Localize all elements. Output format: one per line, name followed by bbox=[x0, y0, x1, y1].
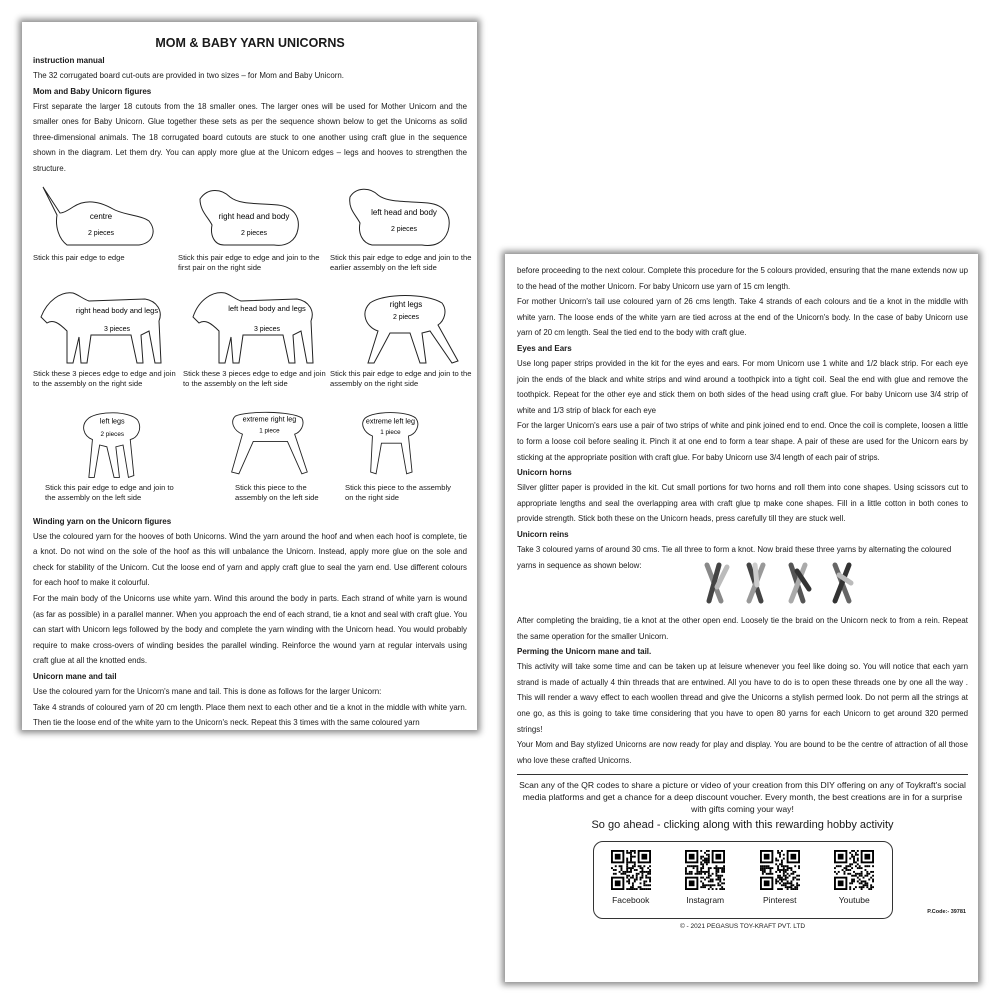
reins-heading: Unicorn reins bbox=[517, 529, 569, 539]
scan-text: Scan any of the QR codes to share a picture or video of your creation from this DIY offering on any of Toykraft's social media platforms and get a chance for a deep discount voucher. Every month, the best creations are in for a surprise with gifts coming your way! bbox=[519, 780, 966, 815]
piece-count: 2 pieces bbox=[392, 313, 420, 321]
intro-text: The 32 corrugated board cut-outs are provided in two sizes – for Mom and Baby Unicorn. bbox=[33, 71, 344, 80]
instruction-sheet-1 bbox=[22, 22, 477, 730]
footer bbox=[517, 909, 968, 931]
ears-text: For the larger Unicorn's ears use a pair of two strips of white and pink joined end to end. Once the coil is complete, loosen a little to form a loose coil before sealing it. Pinch it at one end to form a tear shape. A pair of these are used for the Unicorn ears by sticking at the appropriate position with craft glue. For baby Unicorn use 3/4 length of each pair of strips. bbox=[517, 421, 968, 462]
piece-caption: Stick this pair edge to edge and join to the first pair on the right side bbox=[178, 252, 320, 273]
cutout-left-head-body-legs bbox=[183, 287, 328, 390]
piece-name: centre bbox=[89, 211, 113, 221]
piece-name: extreme right leg bbox=[242, 414, 297, 424]
figures-heading: Mom and Baby Unicorn figures bbox=[33, 86, 152, 96]
winding-text-2: For the main body of the Unicorns use white yarn. Wind this around the body in parts. Each strand of white yarn is wound (as far as possible) in a parallel manner. When you approach the end of each strand, tie a knot and seal with craft glue. You can start with Unicorn legs followed by the body and complete the yarn winding with the Unicorn head. You would probably require to make cross-overs of winding besides the parallel winding. Reinforce the wound yarn at regular intervals using craft glue at all the knotted ends. bbox=[33, 593, 467, 666]
piece-name: left legs bbox=[99, 415, 125, 425]
piece-caption: Stick this piece to the assembly on the left side bbox=[235, 482, 319, 503]
perm-text: This activity will take some time and can be taken up at leisure whenever you feel like doing so. You will notice that each yarn strand is made of actually 4 thin threads that are entwined. All you have to do is to open these threads one by one all the way . This will render a wavy effect to each woollen thread and give the Unicorns a stylish permed look. Do not perm all the strings at one go, as this is going to take time considering that you have to open 80 yarns for each Unicorn to get around 320 permed strings! bbox=[517, 662, 968, 734]
cutout-left-legs bbox=[33, 409, 178, 504]
youtube-qr-code-icon[interactable] bbox=[834, 850, 874, 890]
manual-label: instruction manual bbox=[33, 56, 105, 65]
mane-heading: Unicorn mane and tail bbox=[33, 671, 117, 681]
qr-facebook[interactable] bbox=[601, 850, 661, 905]
braiding-steps-icon bbox=[699, 561, 869, 607]
piece-caption: Stick these 3 pieces edge to edge and join to the assembly on the left side bbox=[183, 368, 326, 389]
qr-instagram[interactable] bbox=[675, 850, 735, 905]
qr-code-panel bbox=[593, 841, 893, 919]
piece-count: 1 piece bbox=[380, 428, 401, 436]
left-legs-cutout-icon bbox=[33, 409, 178, 481]
qr-label: Facebook bbox=[612, 895, 650, 906]
horns-text: Silver glitter paper is provided in the kit. Cut small portions for two horns and roll them into cone shapes. Using scissors cut to appropriate lengths and seal the overlapping area with craft glue tp make cone shapes. Fill in a little cotton in both cones to provide strength. Stick both these on the Unicorn heads, press carefully till they are stuck well. bbox=[517, 483, 968, 524]
piece-count: 3 pieces bbox=[253, 325, 281, 333]
final-text: Your Mom and Bay stylized Unicorns are now ready for play and display. You are bound to be the centre of attraction of all those who love these crafted Unicorns. bbox=[517, 740, 968, 765]
piece-name: extreme left leg bbox=[365, 415, 416, 425]
extreme-right-leg-cutout-icon bbox=[183, 409, 328, 481]
qr-pinterest[interactable] bbox=[750, 850, 810, 905]
centre-cutout-icon bbox=[33, 185, 178, 251]
piece-name: right head body and legs bbox=[75, 305, 159, 315]
instruction-sheet-2 bbox=[505, 254, 978, 982]
piece-caption: Stick these 3 pieces edge to edge and join to the assembly on the right side bbox=[33, 368, 176, 389]
piece-count: 2 pieces bbox=[240, 229, 268, 237]
divider bbox=[517, 774, 968, 775]
reins-text-1: Take 3 coloured yarns of around 30 cms. Tie all three to form a knot. Now braid these three yarns by alternating the coloured yarns in sequence as shown below: bbox=[517, 544, 952, 570]
mane-text-2: Take 4 strands of coloured yarn of 20 cm length. Place them next to each other and tie a knot in the middle with white yarn. Then tie the loose end of the white yarn to the Unicorn's neck. Repeat this 3 times with the same coloured yarn bbox=[33, 702, 467, 728]
extreme-left-leg-cutout-icon bbox=[313, 409, 458, 481]
braid-illustration-row bbox=[517, 573, 968, 613]
piece-caption: Stick this pair edge to edge and join to the assembly on the right side bbox=[330, 368, 472, 389]
piece-caption: Stick this piece to the assembly on the right side bbox=[345, 482, 451, 503]
qr-youtube[interactable] bbox=[824, 850, 884, 905]
piece-name: left head and body bbox=[371, 207, 437, 217]
cutout-right-legs bbox=[330, 287, 475, 390]
cutout-centre bbox=[33, 185, 178, 264]
cutout-extreme-left-leg bbox=[313, 409, 458, 504]
left-head-body-cutout-icon bbox=[330, 185, 475, 251]
cutout-right-head-body-legs bbox=[33, 287, 178, 390]
cutout-diagram-grid bbox=[33, 177, 472, 514]
piece-count: 2 pieces bbox=[390, 225, 418, 233]
piece-count: 3 pieces bbox=[103, 325, 131, 333]
winding-heading: Winding yarn on the Unicorn figures bbox=[33, 516, 172, 526]
tail-text: For mother Unicorn's tail use coloured yarn of 26 cms length. Take 4 strands of each colours and tie a knot in the middle with white yarn. The loose ends of the white yarn are tied across at the end of the Unicorn's body. In the case of baby Unicorn use yarn of 20 cm length. Seal the tied end to the body with craft glue. bbox=[517, 297, 968, 338]
piece-caption: Stick this pair edge to edge and join to the earlier assembly on the left side bbox=[330, 252, 472, 273]
qr-label: Youtube bbox=[838, 895, 870, 906]
piece-caption: Stick this pair edge to edge and join to the assembly on the left side bbox=[45, 482, 174, 503]
mane-continued-text: before proceeding to the next colour. Complete this procedure for the 5 colours provided, ensuring that the mane extends now up to the head of the mother Unicorn. For baby Unicorn use yarn of 15 cm length. bbox=[517, 266, 968, 291]
figures-text: First separate the larger 18 cutouts from the 18 smaller ones. The larger ones will be used for Mother Unicorn and the smaller ones for Baby Unicorn. Glue together these sets as per the sequence shown below to get the Unicorns as solid three-dimensional animals. The 18 corrugated board cutouts are stuck to one another using craft glue in the sequence shown in the diagram. Let them dry. You can apply more glue at the Unicorn edges – legs and hooves to strengthen the structure. bbox=[33, 101, 467, 173]
piece-name: right legs bbox=[389, 299, 423, 309]
reins-text-2: After completing the braiding, tie a knot at the other open end. Loosely tie the braid on the Unicorn neck to from a rein. Repeat the same operation for the smaller Unicorn. bbox=[517, 616, 968, 641]
pinterest-qr-code-icon[interactable] bbox=[760, 850, 800, 890]
copyright: © - 2021 PEGASUS TOY-KRAFT PVT. LTD bbox=[679, 923, 806, 931]
piece-name: left head body and legs bbox=[228, 303, 306, 313]
instagram-qr-code-icon[interactable] bbox=[685, 850, 725, 890]
right-head-body-legs-cutout-icon bbox=[33, 287, 178, 367]
cutout-extreme-right-leg bbox=[183, 409, 328, 504]
right-legs-cutout-icon bbox=[330, 287, 475, 367]
perm-heading: Perming the Unicorn mane and tail. bbox=[517, 647, 652, 657]
winding-text-1: Use the coloured yarn for the hooves of both Unicorns. Wind the yarn around the hoof and when each hoof is complete, tie a knot. Do not wind on the sole of the hoof as this will unbalance the Unicorn. Instead, apply more glue on the sole and check for stability of the Unicorn. Cut the loose end of yarn and apply craft glue to seal the yarn end. Use different colours for each hoof to make it colourful. bbox=[33, 531, 467, 588]
facebook-qr-code-icon[interactable] bbox=[611, 850, 651, 890]
product-code: P.Code:- 39781 bbox=[927, 909, 966, 916]
left-head-body-legs-cutout-icon bbox=[183, 287, 328, 367]
piece-count: 2 pieces bbox=[87, 229, 115, 237]
piece-count: 2 pieces bbox=[100, 430, 124, 438]
page-title: MOM & BABY YARN UNICORNS bbox=[155, 36, 345, 50]
cutout-right-head-body bbox=[178, 185, 323, 274]
piece-count: 1 piece bbox=[259, 426, 280, 434]
piece-name: right head and body bbox=[218, 211, 290, 221]
eyes-ears-heading: Eyes and Ears bbox=[517, 343, 572, 353]
qr-label: Instagram bbox=[686, 895, 725, 906]
horns-heading: Unicorn horns bbox=[517, 468, 572, 478]
mane-text-1: Use the coloured yarn for the Unicorn's mane and tail. This is done as follows for the larger Unicorn: bbox=[33, 686, 382, 696]
go-ahead-text: So go ahead - clicking along with this rewarding hobby activity bbox=[591, 819, 894, 832]
piece-caption: Stick this pair edge to edge bbox=[33, 252, 125, 262]
cutout-left-head-body bbox=[330, 185, 475, 274]
right-head-body-cutout-icon bbox=[178, 185, 323, 251]
qr-label: Pinterest bbox=[762, 895, 797, 906]
eyes-text: Use long paper strips provided in the kit for the eyes and ears. For mom Unicorn use 1 white and 1/2 black strip. For each eye join the ends of the black and white strips and wind around a toothpick into a tight coil. Seal the end with glue and remove the toothpick. Repeat for the other eye and stick them on both sides of the head using craft glue. For baby Unicorn use 3/4 strip of white and 1/3 strip of black for each eye bbox=[517, 358, 968, 415]
